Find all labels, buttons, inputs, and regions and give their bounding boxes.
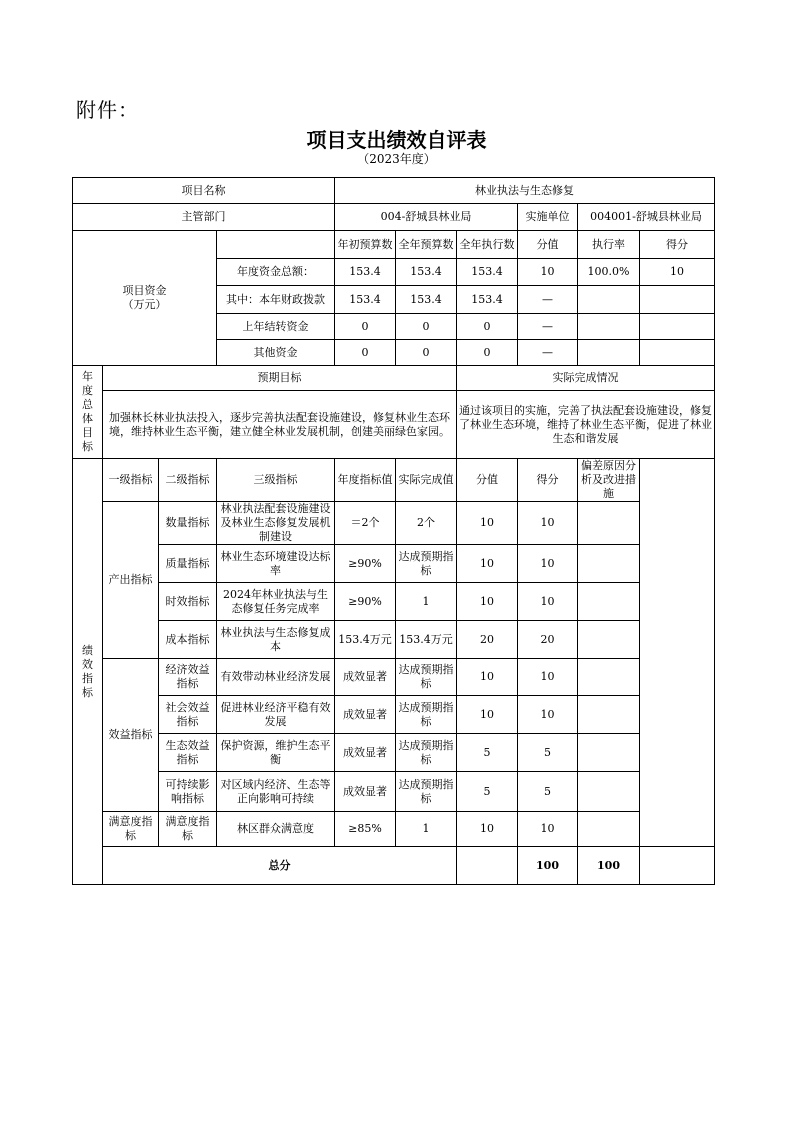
actual-value: 达成预期指标: [396, 696, 457, 734]
funds-header: 全年预算数: [396, 231, 457, 259]
project-name: 林业执法与生态修复: [335, 178, 715, 204]
level2-indicator: 经济效益指标: [159, 659, 217, 696]
score-value: 10: [457, 583, 518, 621]
funds-cell: 10: [640, 259, 715, 286]
actual-value: 达成预期指标: [396, 545, 457, 583]
level2-indicator: 质量指标: [159, 545, 217, 583]
department-label: 主管部门: [73, 204, 335, 231]
funds-cell: 0: [335, 314, 396, 340]
got-value: 10: [518, 812, 578, 847]
target-value: 成效显著: [335, 659, 396, 696]
total-note: [640, 847, 715, 885]
target-value: 成效显著: [335, 734, 396, 772]
actual-goal-label: 实际完成情况: [457, 366, 715, 391]
got-value: 10: [518, 659, 578, 696]
funds-cell: 0: [457, 340, 518, 366]
indicator-header: 实际完成值: [396, 459, 457, 502]
department-value: 004-舒城县林业局: [335, 204, 518, 231]
satisfaction-indicator-label: 满意度指标: [103, 812, 159, 847]
funds-cell: 0: [457, 314, 518, 340]
score-value: 10: [457, 696, 518, 734]
score-value: 10: [457, 545, 518, 583]
score-value: 10: [457, 812, 518, 847]
project-name-label: 项目名称: [73, 178, 335, 204]
annual-goal-label: 年度总体目标: [73, 366, 103, 459]
funds-cell: 0: [335, 340, 396, 366]
level3-indicator: 林业生态环境建设达标率: [217, 545, 335, 583]
level3-indicator: 有效带动林业经济发展: [217, 659, 335, 696]
target-value: ≥90%: [335, 583, 396, 621]
page-title: 项目支出绩效自评表: [306, 128, 487, 152]
deviation-note: [578, 583, 640, 621]
deviation-note: [578, 502, 640, 545]
expected-goal-label: 预期目标: [103, 366, 457, 391]
funds-cell: [578, 340, 640, 366]
score-value: 10: [457, 659, 518, 696]
deviation-note: [578, 734, 640, 772]
funds-row-name: 其他资金: [217, 340, 335, 366]
level3-indicator: 林业执法与生态修复成本: [217, 621, 335, 659]
indicators-label: 绩效指标: [73, 459, 103, 885]
got-value: 10: [518, 545, 578, 583]
evaluation-table: [72, 177, 715, 885]
total-label: 总分: [103, 847, 457, 885]
unit-label: 实施单位: [518, 204, 578, 231]
level3-indicator: 林业执法配套设施建设及林业生态修复发展机制建设: [217, 502, 335, 545]
funds-row-name: 年度资金总额：: [217, 259, 335, 286]
deviation-note: [578, 812, 640, 847]
level2-indicator: 生态效益指标: [159, 734, 217, 772]
indicator-header: 得分: [518, 459, 578, 502]
got-value: 10: [518, 583, 578, 621]
funds-cell: 153.4: [335, 259, 396, 286]
funds-row-name: 其中：本年财政拨款: [217, 286, 335, 314]
level2-indicator: 数量指标: [159, 502, 217, 545]
actual-value: 1: [396, 812, 457, 847]
level2-indicator: 时效指标: [159, 583, 217, 621]
funds-cell: 153.4: [396, 259, 457, 286]
actual-value: 达成预期指标: [396, 772, 457, 812]
funds-header: 年初预算数: [335, 231, 396, 259]
deviation-note: [578, 772, 640, 812]
score-value: 10: [457, 502, 518, 545]
funds-cell: [640, 286, 715, 314]
attachment-label: 附件：: [76, 98, 139, 122]
level2-indicator: 社会效益指标: [159, 696, 217, 734]
actual-value: 2个: [396, 502, 457, 545]
level3-indicator: 保护资源，维护生态平衡: [217, 734, 335, 772]
target-value: 153.4万元: [335, 621, 396, 659]
funds-cell: 153.4: [457, 259, 518, 286]
funds-cell: 10: [518, 259, 578, 286]
indicator-header: 一级指标: [103, 459, 159, 502]
level3-indicator: 林区群众满意度: [217, 812, 335, 847]
level3-indicator: 对区域内经济、生态等正向影响可持续: [217, 772, 335, 812]
funds-header: 执行率: [578, 231, 640, 259]
actual-goal-text: 通过该项目的实施，完善了执法配套设施建设，修复了林业生态环境，维持了林业生态平衡，促进了林业生态和谐发展: [457, 391, 715, 459]
level3-indicator: 促进林业经济平稳有效发展: [217, 696, 335, 734]
actual-value: 1: [396, 583, 457, 621]
year-subtitle: （2023年度）: [357, 152, 436, 166]
indicator-header: 偏差原因分析及改进措施: [578, 459, 640, 502]
benefit-indicator-label: 效益指标: [103, 659, 159, 812]
deviation-note: [578, 621, 640, 659]
total-got: 100: [578, 847, 640, 885]
actual-value: 达成预期指标: [396, 659, 457, 696]
level2-indicator: 满意度指标: [159, 812, 217, 847]
got-value: 20: [518, 621, 578, 659]
level2-indicator: 成本指标: [159, 621, 217, 659]
funds-cell: 153.4: [457, 286, 518, 314]
target-value: ≥85%: [335, 812, 396, 847]
level3-indicator: 2024年林业执法与生态修复任务完成率: [217, 583, 335, 621]
got-value: 10: [518, 502, 578, 545]
target-value: ≥90%: [335, 545, 396, 583]
indicator-header: 年度指标值: [335, 459, 396, 502]
deviation-note: [578, 696, 640, 734]
actual-value: 153.4万元: [396, 621, 457, 659]
actual-value: 达成预期指标: [396, 734, 457, 772]
funds-cell: [578, 314, 640, 340]
funds-cell: 0: [396, 340, 457, 366]
level2-indicator: 可持续影响指标: [159, 772, 217, 812]
target-value: ＝2个: [335, 502, 396, 545]
score-value: 5: [457, 772, 518, 812]
funds-cell: 153.4: [396, 286, 457, 314]
unit-value: 004001-舒城县林业局: [578, 204, 715, 231]
got-value: 5: [518, 734, 578, 772]
indicator-header: 三级指标: [217, 459, 335, 502]
indicator-header: 分值: [457, 459, 518, 502]
indicator-header: 二级指标: [159, 459, 217, 502]
funds-header: 全年执行数: [457, 231, 518, 259]
funds-row-name: 上年结转资金: [217, 314, 335, 340]
score-value: 5: [457, 734, 518, 772]
output-indicator-label: 产出指标: [103, 502, 159, 659]
funds-label: 项目资金 （万元）: [73, 231, 217, 366]
funds-header-blank: [217, 231, 335, 259]
funds-cell: —: [518, 286, 578, 314]
funds-cell: [578, 286, 640, 314]
got-value: 5: [518, 772, 578, 812]
total-score: 100: [518, 847, 578, 885]
funds-cell: 100.0%: [578, 259, 640, 286]
funds-cell: 153.4: [335, 286, 396, 314]
funds-cell: [640, 340, 715, 366]
funds-header: 分值: [518, 231, 578, 259]
expected-goal-text: 加强林长林业执法投入，逐步完善执法配套设施建设，修复林业生态环境，维持林业生态平衡，建立健全林业发展机制，创建美丽绿色家园。: [103, 391, 457, 459]
funds-cell: —: [518, 340, 578, 366]
target-value: 成效显著: [335, 696, 396, 734]
deviation-note: [578, 659, 640, 696]
total-blank: [457, 847, 518, 885]
got-value: 10: [518, 696, 578, 734]
funds-cell: 0: [396, 314, 457, 340]
funds-header: 得分: [640, 231, 715, 259]
score-value: 20: [457, 621, 518, 659]
funds-cell: —: [518, 314, 578, 340]
deviation-note: [578, 545, 640, 583]
funds-cell: [640, 314, 715, 340]
target-value: 成效显著: [335, 772, 396, 812]
